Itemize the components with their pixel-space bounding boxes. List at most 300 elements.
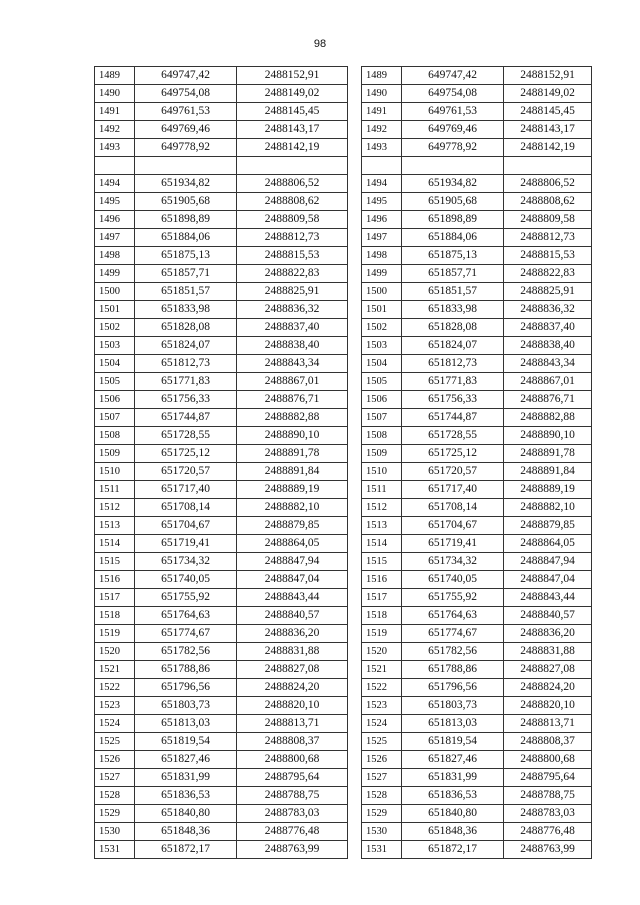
table-row: [95, 805, 348, 823]
point-number-cell: 1530: [95, 823, 135, 841]
point-number-cell: 1519: [362, 625, 402, 643]
y-coordinate-cell: 2488800,68: [504, 751, 592, 769]
table-row: [362, 175, 592, 193]
point-number-cell: 1491: [362, 103, 402, 121]
table-row: [362, 769, 592, 787]
point-number-cell: 1524: [95, 715, 135, 733]
y-coordinate-cell: 2488836,32: [504, 301, 592, 319]
page-number: 98: [313, 38, 327, 50]
point-number-cell: 1491: [95, 103, 135, 121]
x-coordinate-cell: 651884,06: [135, 229, 237, 247]
table-row: [95, 661, 348, 679]
y-coordinate-cell: 2488843,34: [504, 355, 592, 373]
y-coordinate-cell: 2488145,45: [237, 103, 348, 121]
table-row: [95, 589, 348, 607]
x-coordinate-cell: 651720,57: [135, 463, 237, 481]
table-row: [362, 211, 592, 229]
table-row: [95, 319, 348, 337]
table-row: [95, 517, 348, 535]
x-coordinate-cell: 651828,08: [135, 319, 237, 337]
point-number-cell: 1529: [95, 805, 135, 823]
x-coordinate-cell: 651833,98: [402, 301, 504, 319]
y-coordinate-cell: 2488847,04: [504, 571, 592, 589]
point-number-cell: 1518: [362, 607, 402, 625]
y-coordinate-cell: 2488808,37: [237, 733, 348, 751]
y-coordinate-cell: 2488813,71: [237, 715, 348, 733]
x-coordinate-cell: 651756,33: [402, 391, 504, 409]
y-coordinate-cell: 2488864,05: [237, 535, 348, 553]
y-coordinate-cell: 2488806,52: [237, 175, 348, 193]
x-coordinate-cell: 649754,08: [402, 85, 504, 103]
y-coordinate-cell: 2488152,91: [504, 67, 592, 85]
point-number-cell: 1507: [362, 409, 402, 427]
x-coordinate-cell: 651875,13: [402, 247, 504, 265]
point-number-cell: 1524: [362, 715, 402, 733]
point-number-cell: 1527: [95, 769, 135, 787]
y-coordinate-cell: 2488824,20: [504, 679, 592, 697]
x-coordinate-cell: 651813,03: [135, 715, 237, 733]
y-coordinate-cell: 2488882,10: [504, 499, 592, 517]
table-row: [362, 553, 592, 571]
x-coordinate-cell: 651934,82: [135, 175, 237, 193]
x-coordinate-cell: 651819,54: [135, 733, 237, 751]
table-row: [362, 319, 592, 337]
point-number-cell: 1520: [362, 643, 402, 661]
y-coordinate-cell: 2488815,53: [237, 247, 348, 265]
table-row: [95, 715, 348, 733]
table-row: [362, 715, 592, 733]
x-coordinate-cell: 651833,98: [135, 301, 237, 319]
table-row: [362, 337, 592, 355]
point-number-cell: 1513: [95, 517, 135, 535]
point-number-cell: 1492: [362, 121, 402, 139]
x-coordinate-cell: 649754,08: [135, 85, 237, 103]
y-coordinate-cell: 2488889,19: [237, 481, 348, 499]
x-coordinate-cell: 649761,53: [135, 103, 237, 121]
x-coordinate-cell: 651851,57: [402, 283, 504, 301]
table-row: [95, 481, 348, 499]
table-row: [362, 427, 592, 445]
table-row: [95, 229, 348, 247]
y-coordinate-cell: 2488876,71: [504, 391, 592, 409]
table-row: [95, 643, 348, 661]
y-coordinate-cell: 2488827,08: [237, 661, 348, 679]
table-row: [362, 841, 592, 859]
point-number-cell: 1521: [95, 661, 135, 679]
y-coordinate-cell: 2488822,83: [504, 265, 592, 283]
table-row: [95, 427, 348, 445]
x-coordinate-cell: 651831,99: [402, 769, 504, 787]
table-row: [95, 355, 348, 373]
point-number-cell: 1502: [362, 319, 402, 337]
x-coordinate-cell: 651740,05: [135, 571, 237, 589]
point-number-cell: 1528: [362, 787, 402, 805]
table-row: [95, 139, 348, 157]
table-row: [362, 643, 592, 661]
y-coordinate-cell: 2488840,57: [504, 607, 592, 625]
table-row: [95, 265, 348, 283]
point-number-cell: 1507: [95, 409, 135, 427]
y-coordinate-cell: 2488890,10: [237, 427, 348, 445]
point-number-cell: 1522: [362, 679, 402, 697]
table-row: [362, 139, 592, 157]
table-row: [362, 67, 592, 85]
x-coordinate-cell: [135, 157, 237, 175]
point-number-cell: 1497: [95, 229, 135, 247]
x-coordinate-cell: 651725,12: [402, 445, 504, 463]
table-row: [362, 499, 592, 517]
table-row: [95, 391, 348, 409]
y-coordinate-cell: 2488879,85: [237, 517, 348, 535]
point-number-cell: 1516: [362, 571, 402, 589]
point-number-cell: 1526: [362, 751, 402, 769]
y-coordinate-cell: 2488825,91: [237, 283, 348, 301]
x-coordinate-cell: 651803,73: [402, 697, 504, 715]
point-number-cell: 1516: [95, 571, 135, 589]
point-number-cell: 1496: [95, 211, 135, 229]
point-number-cell: 1508: [95, 427, 135, 445]
x-coordinate-cell: 651848,36: [135, 823, 237, 841]
x-coordinate-cell: 651857,71: [135, 265, 237, 283]
table-row: [362, 463, 592, 481]
y-coordinate-cell: 2488820,10: [504, 697, 592, 715]
x-coordinate-cell: 651764,63: [402, 607, 504, 625]
y-coordinate-cell: 2488152,91: [237, 67, 348, 85]
point-number-cell: 1496: [362, 211, 402, 229]
x-coordinate-cell: 651717,40: [402, 481, 504, 499]
table-row: [95, 103, 348, 121]
table-row: [362, 103, 592, 121]
y-coordinate-cell: 2488795,64: [504, 769, 592, 787]
x-coordinate-cell: 651836,53: [402, 787, 504, 805]
y-coordinate-cell: 2488882,88: [504, 409, 592, 427]
table-row: [95, 769, 348, 787]
point-number-cell: 1531: [95, 841, 135, 859]
y-coordinate-cell: 2488831,88: [504, 643, 592, 661]
x-coordinate-cell: 651756,33: [135, 391, 237, 409]
y-coordinate-cell: 2488800,68: [237, 751, 348, 769]
x-coordinate-cell: 651788,86: [135, 661, 237, 679]
point-number-cell: 1501: [95, 301, 135, 319]
y-coordinate-cell: 2488836,32: [237, 301, 348, 319]
x-coordinate-cell: 651872,17: [402, 841, 504, 859]
table-row: [362, 625, 592, 643]
table-row: [362, 823, 592, 841]
y-coordinate-cell: 2488827,08: [504, 661, 592, 679]
point-number-cell: 1531: [362, 841, 402, 859]
point-number-cell: 1497: [362, 229, 402, 247]
x-coordinate-cell: 651857,71: [402, 265, 504, 283]
x-coordinate-cell: 651898,89: [402, 211, 504, 229]
x-coordinate-cell: 651734,32: [135, 553, 237, 571]
y-coordinate-cell: 2488836,20: [237, 625, 348, 643]
table-row: [362, 355, 592, 373]
x-coordinate-cell: 651934,82: [402, 175, 504, 193]
point-number-cell: 1505: [362, 373, 402, 391]
x-coordinate-cell: 651704,67: [402, 517, 504, 535]
x-coordinate-cell: 651875,13: [135, 247, 237, 265]
table-row: [95, 283, 348, 301]
point-number-cell: 1527: [362, 769, 402, 787]
table-row: [362, 535, 592, 553]
x-coordinate-cell: 649769,46: [402, 121, 504, 139]
x-coordinate-cell: 651740,05: [402, 571, 504, 589]
y-coordinate-cell: 2488145,45: [504, 103, 592, 121]
y-coordinate-cell: [237, 157, 348, 175]
point-number-cell: 1489: [95, 67, 135, 85]
point-number-cell: 1518: [95, 607, 135, 625]
y-coordinate-cell: 2488831,88: [237, 643, 348, 661]
y-coordinate-cell: 2488838,40: [237, 337, 348, 355]
y-coordinate-cell: 2488840,57: [237, 607, 348, 625]
table-row: [95, 409, 348, 427]
point-number-cell: 1517: [362, 589, 402, 607]
table-row: [95, 337, 348, 355]
x-coordinate-cell: 651796,56: [402, 679, 504, 697]
x-coordinate-cell: 651905,68: [402, 193, 504, 211]
y-coordinate-cell: 2488847,04: [237, 571, 348, 589]
table-row: [362, 409, 592, 427]
y-coordinate-cell: 2488820,10: [237, 697, 348, 715]
y-coordinate-cell: 2488889,19: [504, 481, 592, 499]
x-coordinate-cell: 651884,06: [402, 229, 504, 247]
table-row: [362, 607, 592, 625]
table-row: [362, 661, 592, 679]
x-coordinate-cell: 651819,54: [402, 733, 504, 751]
table-row: [362, 787, 592, 805]
y-coordinate-cell: 2488813,71: [504, 715, 592, 733]
y-coordinate-cell: 2488142,19: [237, 139, 348, 157]
point-number-cell: 1493: [362, 139, 402, 157]
point-number-cell: 1500: [95, 283, 135, 301]
table-row: [362, 517, 592, 535]
table-row: [95, 535, 348, 553]
x-coordinate-cell: 651827,46: [135, 751, 237, 769]
x-coordinate-cell: 649778,92: [402, 139, 504, 157]
point-number-cell: 1526: [95, 751, 135, 769]
x-coordinate-cell: 651824,07: [402, 337, 504, 355]
blank-row: [362, 157, 592, 175]
y-coordinate-cell: 2488891,84: [504, 463, 592, 481]
y-coordinate-cell: 2488864,05: [504, 535, 592, 553]
x-coordinate-cell: 651812,73: [135, 355, 237, 373]
y-coordinate-cell: 2488149,02: [504, 85, 592, 103]
table-row: [362, 445, 592, 463]
table-row: [95, 607, 348, 625]
table-row: [95, 571, 348, 589]
point-number-cell: 1506: [362, 391, 402, 409]
table-row: [362, 679, 592, 697]
table-row: [362, 391, 592, 409]
point-number-cell: 1510: [95, 463, 135, 481]
point-number-cell: 1509: [95, 445, 135, 463]
table-row: [95, 85, 348, 103]
point-number-cell: 1508: [362, 427, 402, 445]
point-number-cell: 1493: [95, 139, 135, 157]
table-row: [95, 373, 348, 391]
table-row: [95, 193, 348, 211]
point-number-cell: 1514: [95, 535, 135, 553]
table-row: [95, 697, 348, 715]
y-coordinate-cell: 2488822,83: [237, 265, 348, 283]
table-row: [362, 733, 592, 751]
x-coordinate-cell: 651719,41: [135, 535, 237, 553]
table-row: [95, 121, 348, 139]
y-coordinate-cell: 2488809,58: [237, 211, 348, 229]
x-coordinate-cell: 649761,53: [402, 103, 504, 121]
x-coordinate-cell: 651734,32: [402, 553, 504, 571]
table-row: [362, 571, 592, 589]
table-row: [362, 697, 592, 715]
y-coordinate-cell: 2488795,64: [237, 769, 348, 787]
point-number-cell: 1504: [362, 355, 402, 373]
point-number-cell: 1530: [362, 823, 402, 841]
y-coordinate-cell: 2488142,19: [504, 139, 592, 157]
point-number-cell: 1509: [362, 445, 402, 463]
table-row: [95, 67, 348, 85]
table-row: [95, 733, 348, 751]
table-row: [95, 247, 348, 265]
table-row: [95, 175, 348, 193]
x-coordinate-cell: 651771,83: [402, 373, 504, 391]
x-coordinate-cell: 651796,56: [135, 679, 237, 697]
table-row: [95, 211, 348, 229]
x-coordinate-cell: 651719,41: [402, 535, 504, 553]
x-coordinate-cell: 651831,99: [135, 769, 237, 787]
y-coordinate-cell: 2488763,99: [237, 841, 348, 859]
x-coordinate-cell: 651708,14: [135, 499, 237, 517]
table-row: [95, 625, 348, 643]
x-coordinate-cell: 651774,67: [135, 625, 237, 643]
y-coordinate-cell: 2488837,40: [237, 319, 348, 337]
y-coordinate-cell: 2488843,44: [504, 589, 592, 607]
point-number-cell: 1495: [362, 193, 402, 211]
y-coordinate-cell: 2488837,40: [504, 319, 592, 337]
point-number-cell: 1505: [95, 373, 135, 391]
x-coordinate-cell: 651803,73: [135, 697, 237, 715]
point-number-cell: 1503: [362, 337, 402, 355]
blank-row: [95, 157, 348, 175]
table-row: [95, 445, 348, 463]
point-number-cell: 1520: [95, 643, 135, 661]
x-coordinate-cell: 649769,46: [135, 121, 237, 139]
point-number-cell: 1511: [95, 481, 135, 499]
point-number-cell: 1525: [95, 733, 135, 751]
point-number-cell: 1495: [95, 193, 135, 211]
x-coordinate-cell: 651872,17: [135, 841, 237, 859]
x-coordinate-cell: 651755,92: [402, 589, 504, 607]
table-row: [362, 121, 592, 139]
table-row: [362, 751, 592, 769]
point-number-cell: 1490: [362, 85, 402, 103]
point-number-cell: 1523: [362, 697, 402, 715]
point-number-cell: 1494: [95, 175, 135, 193]
y-coordinate-cell: 2488808,62: [504, 193, 592, 211]
point-number-cell: 1528: [95, 787, 135, 805]
x-coordinate-cell: 651728,55: [135, 427, 237, 445]
x-coordinate-cell: 651840,80: [402, 805, 504, 823]
x-coordinate-cell: 651774,67: [402, 625, 504, 643]
y-coordinate-cell: 2488808,62: [237, 193, 348, 211]
coordinates-table-right: [361, 66, 592, 859]
point-number-cell: 1506: [95, 391, 135, 409]
y-coordinate-cell: 2488847,94: [237, 553, 348, 571]
table-row: [95, 679, 348, 697]
table-row: [362, 193, 592, 211]
point-number-cell: 1501: [362, 301, 402, 319]
point-number-cell: 1523: [95, 697, 135, 715]
table-row: [95, 499, 348, 517]
x-coordinate-cell: [402, 157, 504, 175]
point-number-cell: 1490: [95, 85, 135, 103]
y-coordinate-cell: 2488882,10: [237, 499, 348, 517]
y-coordinate-cell: 2488788,75: [237, 787, 348, 805]
point-number-cell: 1517: [95, 589, 135, 607]
y-coordinate-cell: 2488825,91: [504, 283, 592, 301]
y-coordinate-cell: 2488824,20: [237, 679, 348, 697]
y-coordinate-cell: 2488143,17: [504, 121, 592, 139]
y-coordinate-cell: 2488812,73: [237, 229, 348, 247]
x-coordinate-cell: 651827,46: [402, 751, 504, 769]
y-coordinate-cell: 2488788,75: [504, 787, 592, 805]
x-coordinate-cell: 651764,63: [135, 607, 237, 625]
y-coordinate-cell: 2488763,99: [504, 841, 592, 859]
x-coordinate-cell: 651813,03: [402, 715, 504, 733]
y-coordinate-cell: 2488891,84: [237, 463, 348, 481]
table-row: [362, 481, 592, 499]
point-number-cell: 1512: [95, 499, 135, 517]
x-coordinate-cell: 651828,08: [402, 319, 504, 337]
point-number-cell: 1525: [362, 733, 402, 751]
table-row: [95, 463, 348, 481]
x-coordinate-cell: 651708,14: [402, 499, 504, 517]
y-coordinate-cell: 2488836,20: [504, 625, 592, 643]
x-coordinate-cell: 649747,42: [135, 67, 237, 85]
x-coordinate-cell: 651704,67: [135, 517, 237, 535]
y-coordinate-cell: 2488815,53: [504, 247, 592, 265]
point-number-cell: 1515: [95, 553, 135, 571]
x-coordinate-cell: 651755,92: [135, 589, 237, 607]
point-number-cell: 1519: [95, 625, 135, 643]
y-coordinate-cell: 2488812,73: [504, 229, 592, 247]
point-number-cell: 1492: [95, 121, 135, 139]
table-row: [95, 301, 348, 319]
table-row: [95, 841, 348, 859]
point-number-cell: 1500: [362, 283, 402, 301]
coordinates-table-left: [94, 66, 348, 859]
x-coordinate-cell: 651824,07: [135, 337, 237, 355]
x-coordinate-cell: 651836,53: [135, 787, 237, 805]
y-coordinate-cell: 2488808,37: [504, 733, 592, 751]
table-row: [95, 823, 348, 841]
y-coordinate-cell: 2488890,10: [504, 427, 592, 445]
y-coordinate-cell: 2488838,40: [504, 337, 592, 355]
table-row: [362, 265, 592, 283]
x-coordinate-cell: 651728,55: [402, 427, 504, 445]
table-row: [95, 553, 348, 571]
point-number-cell: 1512: [362, 499, 402, 517]
table-row: [362, 589, 592, 607]
x-coordinate-cell: 651725,12: [135, 445, 237, 463]
point-number-cell: 1498: [362, 247, 402, 265]
y-coordinate-cell: [504, 157, 592, 175]
point-number-cell: 1502: [95, 319, 135, 337]
x-coordinate-cell: 651848,36: [402, 823, 504, 841]
x-coordinate-cell: 651717,40: [135, 481, 237, 499]
x-coordinate-cell: 651788,86: [402, 661, 504, 679]
point-number-cell: 1494: [362, 175, 402, 193]
point-number-cell: 1503: [95, 337, 135, 355]
